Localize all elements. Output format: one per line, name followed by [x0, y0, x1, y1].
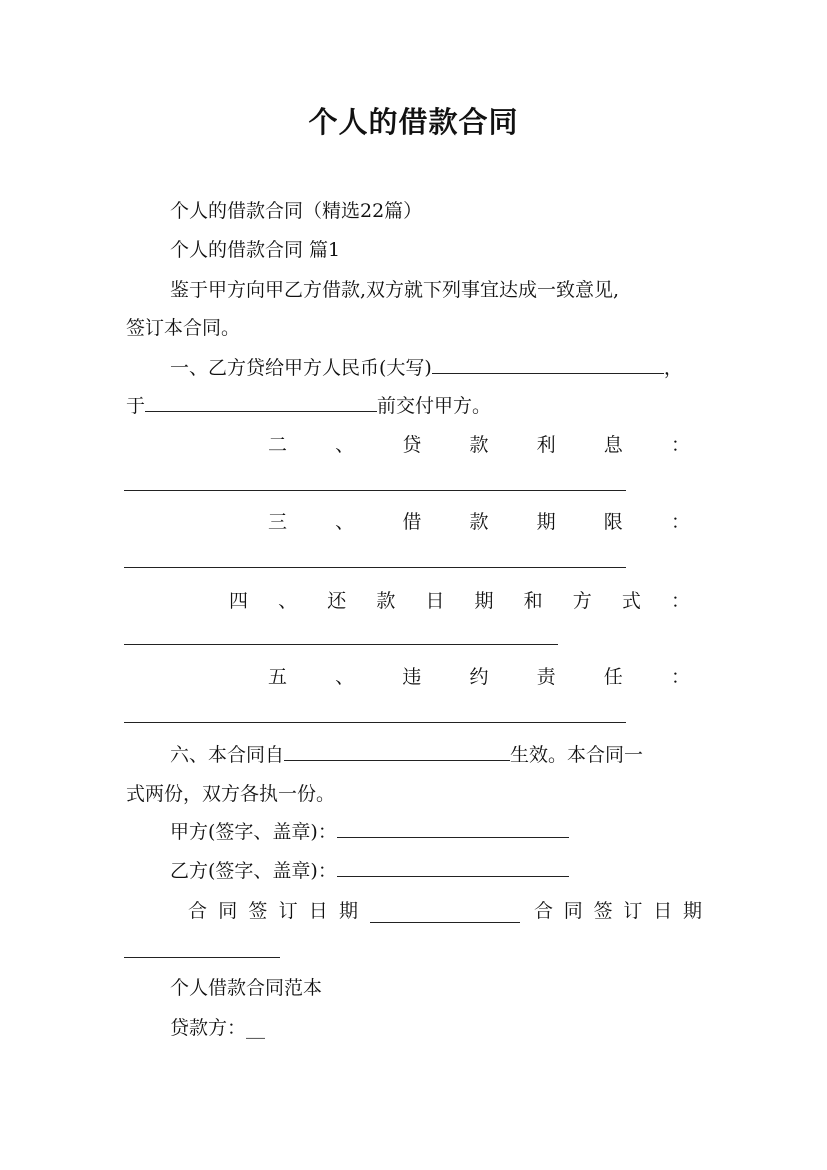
clause-4-char: 期 — [474, 590, 494, 612]
delivery-date-blank[interactable] — [145, 394, 377, 412]
sign-date-char: 同 — [563, 900, 583, 922]
clause-4-char: 、 — [278, 590, 298, 612]
clause-5-char: ： — [670, 666, 690, 688]
liability-blank[interactable] — [124, 722, 626, 723]
clause-1-suffix: 前交付甲方。 — [377, 395, 492, 417]
sign-date-char: 日 — [308, 900, 328, 922]
intro-line-1: 鉴于甲方向甲乙方借款,双方就下列事宜达成一致意见, — [170, 279, 620, 301]
sign-date-char: 合 — [188, 900, 208, 922]
clause-5-char: 约 — [469, 666, 489, 688]
clause-2-char: 、 — [335, 434, 355, 456]
clause-5-heading — [268, 665, 690, 689]
sign-date-char: 订 — [278, 900, 298, 922]
clause-1-prefix: 于 — [126, 395, 146, 417]
document-subtitle: 个人的借款合同（精选22篇） — [170, 200, 423, 222]
sign-date-char: 合 — [534, 900, 554, 922]
sign-date-blank-1[interactable] — [370, 905, 520, 923]
clause-3-char: 、 — [335, 511, 355, 533]
party-b-label: 乙方(签字、盖章)： — [170, 860, 337, 882]
intro-line-2: 签订本合同。 — [126, 317, 241, 339]
sign-date-char: 同 — [218, 900, 238, 922]
clause-6-line-1 — [170, 743, 702, 767]
party-a-line — [170, 820, 702, 844]
clause-3-heading — [268, 510, 690, 534]
section-heading: 个人的借款合同 篇1 — [170, 239, 341, 261]
clause-6-prefix: 六、本合同自 — [170, 744, 285, 766]
clause-1-line-2 — [126, 394, 702, 418]
clause-5-char: 责 — [536, 666, 556, 688]
interest-blank[interactable] — [124, 490, 626, 491]
clause-3-char: 借 — [402, 511, 422, 533]
clause-2-heading — [268, 433, 690, 457]
sign-date-char: 期 — [682, 900, 702, 922]
clause-5-char: 五 — [268, 666, 288, 688]
clause-6-line-2: 式两份，双方各执一份。 — [126, 783, 336, 805]
clause-4-char: 还 — [327, 590, 347, 612]
sign-date-label-1 — [188, 899, 358, 923]
effective-date-blank[interactable] — [284, 743, 510, 761]
clause-2-char: ： — [670, 434, 690, 456]
clause-2-char: 款 — [469, 434, 489, 456]
repayment-blank[interactable] — [124, 644, 558, 645]
clause-4-heading — [229, 589, 690, 613]
lender-line: 贷款方：__ — [170, 1017, 266, 1039]
clause-4-char: ： — [670, 590, 690, 612]
document-title: 个人的借款合同 — [308, 105, 519, 139]
clause-4-char: 四 — [229, 590, 249, 612]
clause-2-char: 息 — [603, 434, 623, 456]
clause-3-char: 款 — [469, 511, 489, 533]
clause-4-char: 款 — [376, 590, 396, 612]
clause-3-char: ： — [670, 511, 690, 533]
clause-4-char: 方 — [572, 590, 592, 612]
clause-6-suffix: 生效。本合同一 — [510, 744, 644, 766]
clause-2-char: 利 — [536, 434, 556, 456]
sign-date-char: 订 — [623, 900, 643, 922]
clause-5-char: 、 — [335, 666, 355, 688]
party-b-signature-blank[interactable] — [337, 859, 569, 877]
clause-1-line-1 — [170, 356, 702, 380]
sign-date-line — [188, 899, 702, 923]
sign-date-char: 签 — [593, 900, 613, 922]
party-a-signature-blank[interactable] — [337, 820, 569, 838]
clause-3-char: 期 — [536, 511, 556, 533]
amount-blank[interactable] — [432, 356, 664, 374]
sign-date-char: 期 — [338, 900, 358, 922]
clause-5-char: 任 — [603, 666, 623, 688]
clause-1-comma: ， — [663, 357, 683, 379]
template-heading: 个人借款合同范本 — [170, 977, 323, 999]
clause-2-char: 二 — [268, 434, 288, 456]
clause-1-text: 一、乙方贷给甲方人民币(大写) — [170, 357, 432, 379]
term-blank[interactable] — [124, 567, 626, 568]
clause-4-char: 和 — [523, 590, 543, 612]
party-a-label: 甲方(签字、盖章)： — [170, 821, 337, 843]
clause-4-char: 式 — [621, 590, 641, 612]
clause-2-char: 贷 — [402, 434, 422, 456]
clause-3-char: 三 — [268, 511, 288, 533]
party-b-line — [170, 859, 702, 883]
sign-date-char: 日 — [653, 900, 673, 922]
clause-4-char: 日 — [425, 590, 445, 612]
sign-date-blank-2[interactable] — [124, 957, 280, 958]
sign-date-label-2 — [534, 899, 702, 923]
sign-date-char: 签 — [248, 900, 268, 922]
clause-5-char: 违 — [402, 666, 422, 688]
clause-3-char: 限 — [603, 511, 623, 533]
